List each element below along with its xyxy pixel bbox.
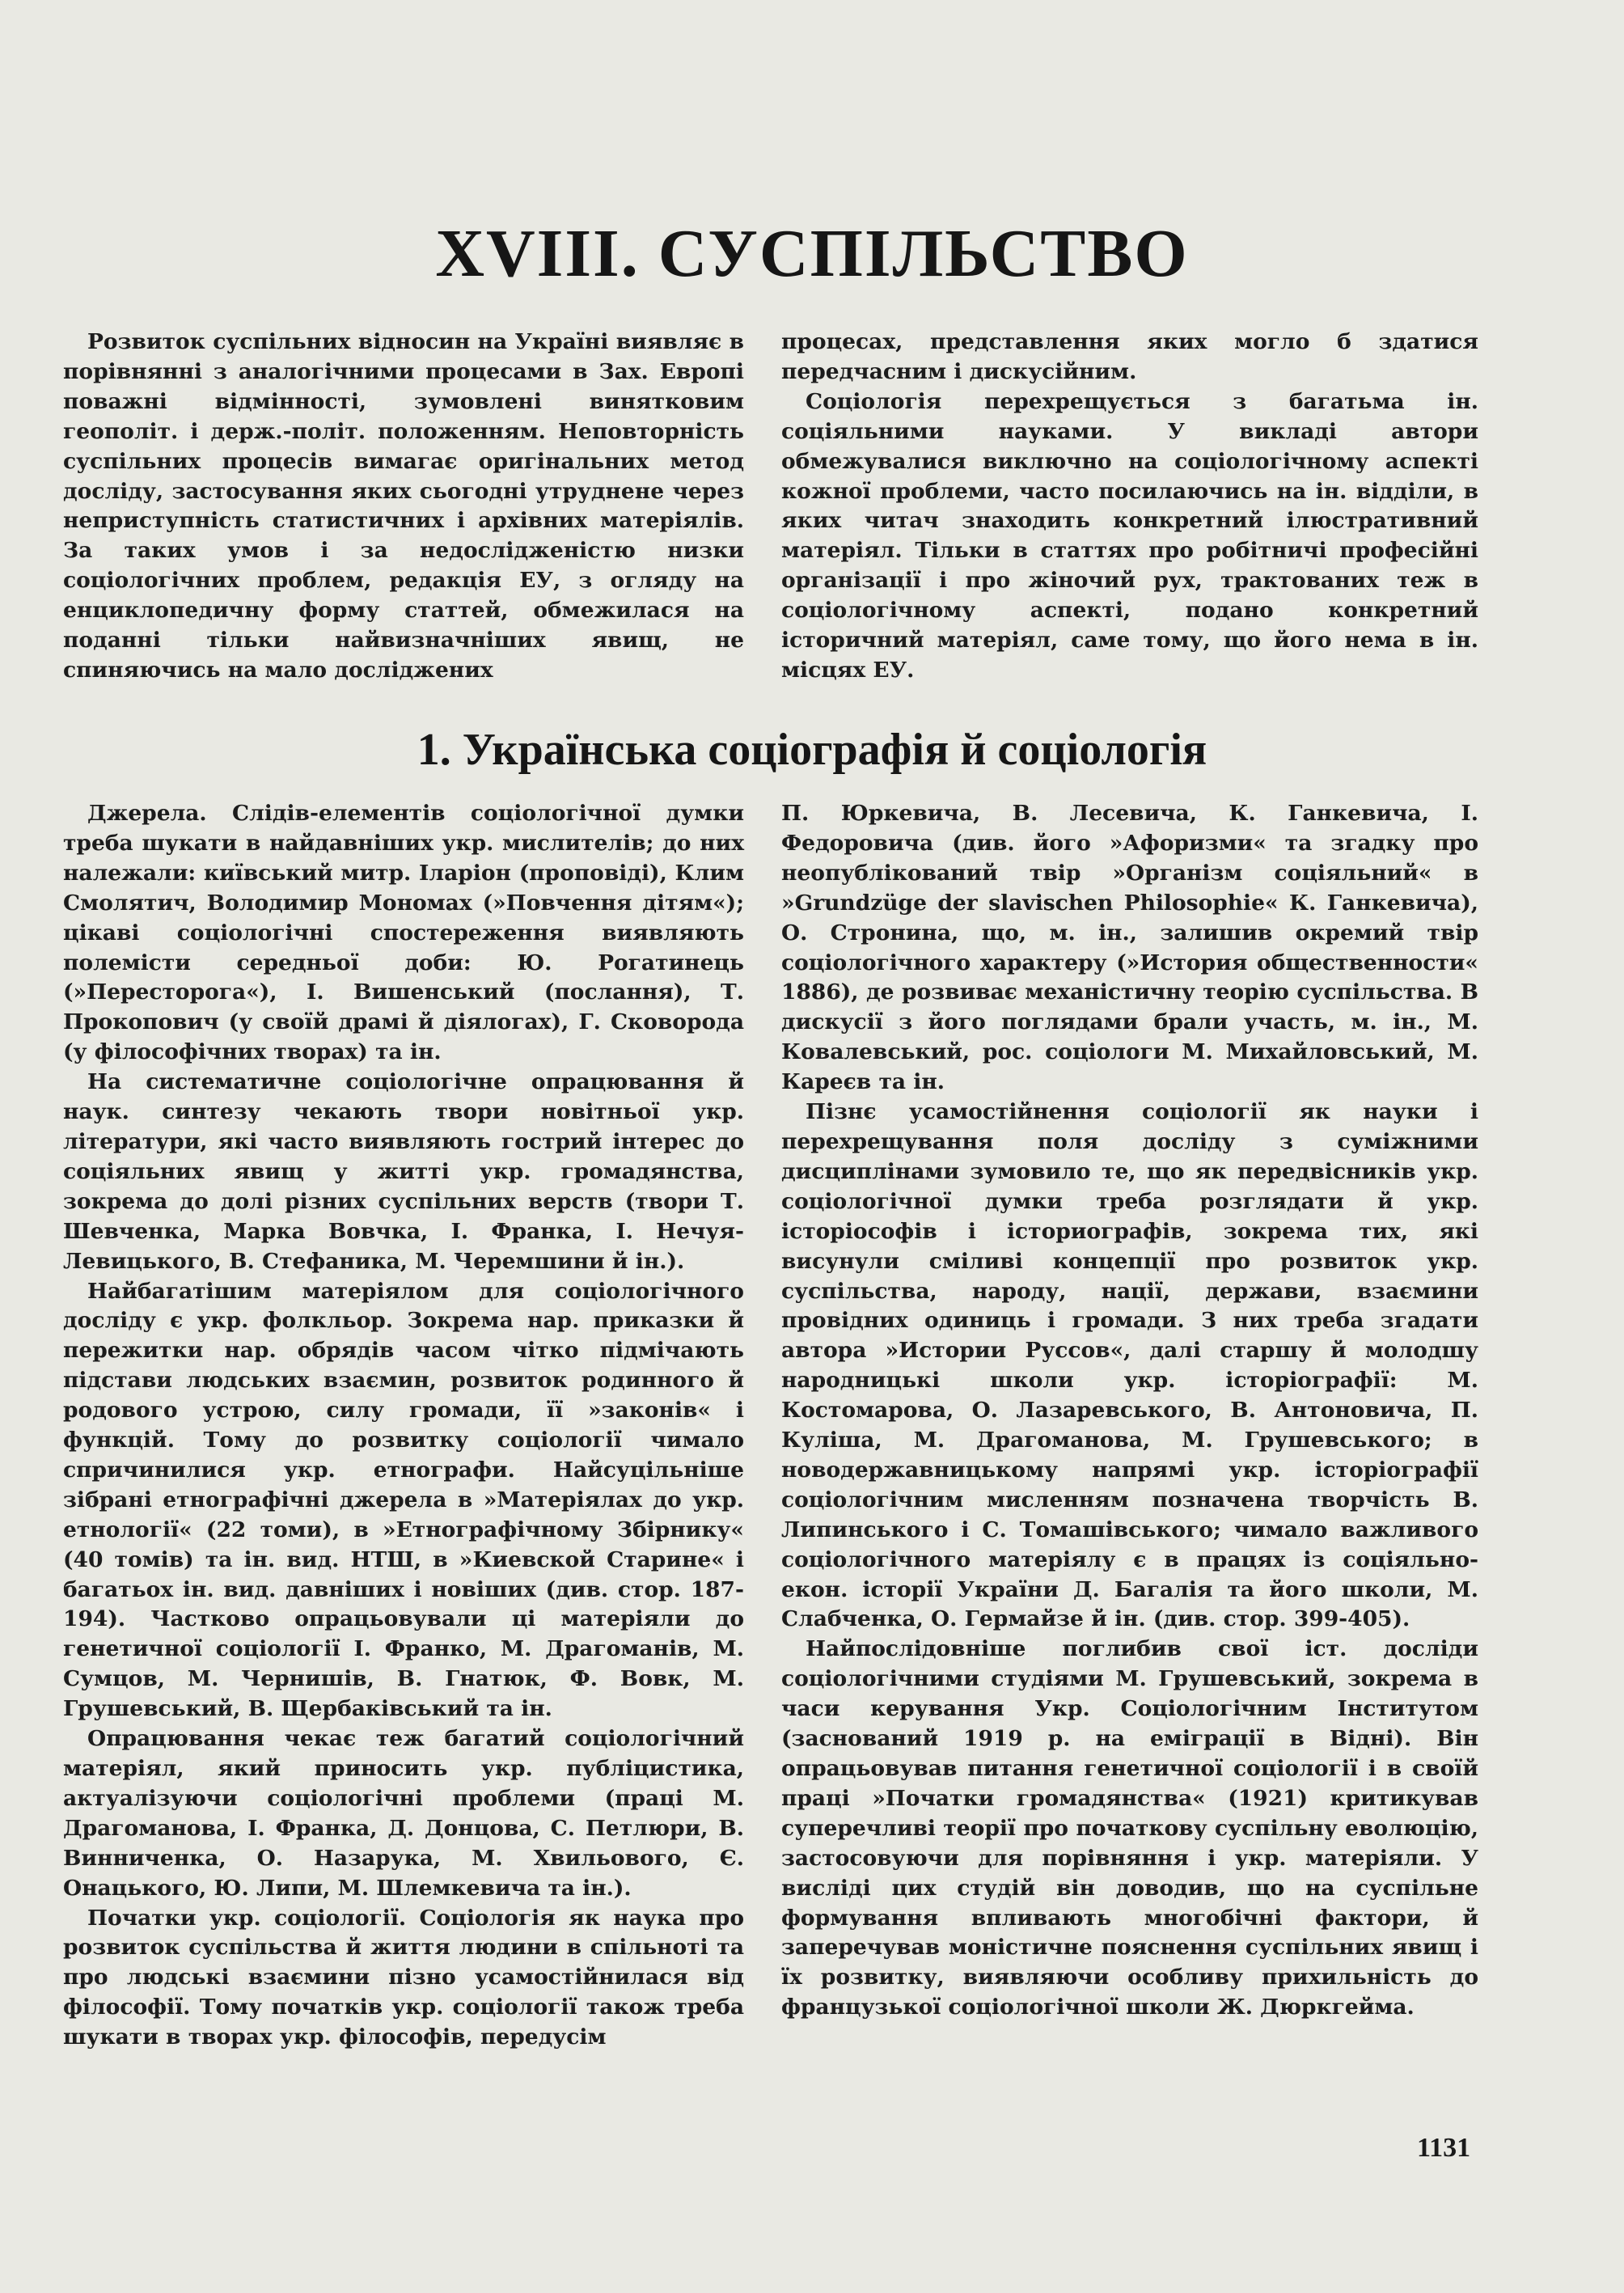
body-paragraph: Найбагатішим матеріялом для соціологічного досліду є укр. фолкльор. Зокрема нар. приказки й пережитки нар. обрядів часом чітко підмічають підстави людських взаємин, розвиток родинного й родового устрою, силу громади, її »законів« і функцій. Тому до розвитку соціології чимало спричинилися укр. етнографи. Найсуцільніше зібрані етнографічні джерела в »Матеріялах до укр. етнології« (22 томи), в »Етнографічному Збірнику« (40 томів) та ін. вид. НТШ, в »Киевской Старине« і багатьох ін. вид. давніших і новіших (див. стор. 187-194). Частково опрацьовували ці матеріяли до генетичної соціології І. Франко, М. Драгоманів, М. Сумцов, М. Чернишів, В. Гнатюк, Ф. Вовк, М. Грушевський, В. Щербаківський та ін. <box>63 1278 744 1722</box>
intro-paragraph: процесах, представлення яких могло б здатися передчасним і дискусійним. <box>781 329 1478 384</box>
intro-paragraph: Розвиток суспільних відносин на Україні виявляє в порівнянні з аналогічними процесами в Зах. Европі поважні відмінності, зумовлені винятковим геополіт. і держ.-політ. положенням. Неповторність суспільних процесів вимагає оригінальних метод досліду, застосування яких сьогодні утруднене через неприступність статистичних і архівних матеріялів. За таких умов і за недослідженістю низки соціологічних проблем, редакція ЕУ, з огляду на енциклопедичну форму статтей, обмежилася на поданні тільки найвизначніших явищ, не спиняючись на мало досліджених <box>63 329 744 683</box>
page-number: 1131 <box>1417 2133 1471 2163</box>
body-paragraph: П. Юркевича, В. Лесевича, К. Ганкевича, І. Федоровича (див. його »Афоризми« та згадку про неопублікований твір »Організм соціяльний« в »Grundzüge der slavischen Philosophie« К. Ганкевича), О. Стронина, що, м. ін., залишив окремий твір соціологічного характеру (»История общественности« 1886), де розвиває механістичну теорію суспільства. В дискусії з його поглядами брали участь, м. ін., М. Ковалевський, рос. соціологи М. Михайловський, М. Кареєв та ін. <box>781 801 1478 1095</box>
intro-column-right <box>781 328 1478 696</box>
body-paragraph: Пізнє усамостійнення соціології як науки і перехрещування поля досліду з суміжними дисциплінами зумовило те, що як передвісників укр. соціологічної думки треба розглядати й укр. історіософів і істориографів, зокрема тих, які висунули сміливі концепції про розвиток укр. суспільства, народу, нації, держави, взаємини провідних одиниць і громади. З них треба згадати автора »Истории Руссов«, далі старшу й молодшу народницькі школи укр. історіографії: М. Костомарова, О. Лазаревського, В. Антоновича, П. Куліша, М. Драгоманова, М. Грушевського; в новодержавницькому напрямі укр. історіографії соціологічним мисленням позначена творчість В. Липинського і С. Томашівського; чимало важливого соціологічного матеріялу є в працях із соціяльно-екон. історії України Д. Багалія та його школи, М. Слабченка, О. Гермайзе й ін. (див. стор. 399-405). <box>781 1099 1478 1632</box>
intro-column-left <box>63 328 744 696</box>
body-paragraph: Найпослідовніше поглибив свої іст. досліди соціологічними студіями М. Грушевський, зокрема в часи керування Укр. Соціологічним Інститутом (заснований 1919 р. на еміграції в Відні). Він опрацьовував питання генетичної соціології і в своїй праці »Початки громадянства« (1921) критикував суперечливі теорії про початкову суспільну еволюцію, застосовуючи для порівняння і укр. матеріяли. У висліді цих студій він доводив, що на суспільне формування впливають многобічні фактори, й заперечував моністичне пояснення суспільних явищ і їх розвитку, виявляючи особливу прихильність до французької соціологічної школи Ж. Дюркгейма. <box>781 1636 1478 2020</box>
body-column-right <box>781 799 1478 2150</box>
intro-paragraph: Соціологія перехрещується з багатьма ін. соціяльними науками. У викладі автори обмежувалися виключно на соціологічному аспекті кожної проблеми, часто посилаючись на ін. відділи, в яких читач знаходить конкретний ілюстративний матеріял. Тільки в статтях про робітничі професійні організації і про жіночий рух, трактованих теж в соціологічному аспекті, подано конкретний історичний матеріял, саме тому, що його нема в ін. місцях ЕУ. <box>781 388 1478 683</box>
body-paragraph: Джерела. Слідів-елементів соціологічної думки треба шукати в найдавніших укр. мислителів; до них належали: київський митр. Іларіон (проповіді), Клим Смолятич, Володимир Мономах (»Повчення дітям«); цікаві соціологічні спостереження виявляють полемісти середньої доби: Ю. Рогатинець (»Пересторога«), І. Вишенський (послання), Т. Прокопович (у своїй драмі й діялогах), Г. Сковорода (у філософічних творах) та ін. <box>63 801 744 1065</box>
body-paragraph: Початки укр. соціології. Соціологія як наука про розвиток суспільства й життя людини в спільноті та про людські взаємини пізно усамостійнилася від філософії. Тому початків укр. соціології також треба шукати в творах укр. філософів, передусім <box>63 1905 744 2050</box>
body-paragraph: Опрацювання чекає теж багатий соціологічний матеріял, який приносить укр. публіцистика, актуалізуючи соціологічні проблеми (праці М. Драгоманова, І. Франка, Д. Донцова, С. Петлюри, В. Винниченка, О. Назарука, М. Хвильового, Є. Онацького, Ю. Липи, М. Шлемкевича та ін.). <box>63 1726 744 1901</box>
body-paragraph: На систематичне соціологічне опрацювання й наук. синтезу чекають твори новітньої укр. літератури, які часто виявляють гострий інтерес до соціяльних явищ у житті укр. громадянства, зокрема до долі різних суспільних верств (твори Т. Шевченка, Марка Вовчка, І. Франка, І. Нечуя-Левицького, В. Стефаника, М. Черемшини й ін.). <box>63 1069 744 1274</box>
section-title: 1. Українська соціографія й соціологія <box>417 725 1207 775</box>
chapter-title: XVIII. СУСПІЛЬСТВО <box>435 216 1189 291</box>
body-column-left <box>63 799 744 2150</box>
